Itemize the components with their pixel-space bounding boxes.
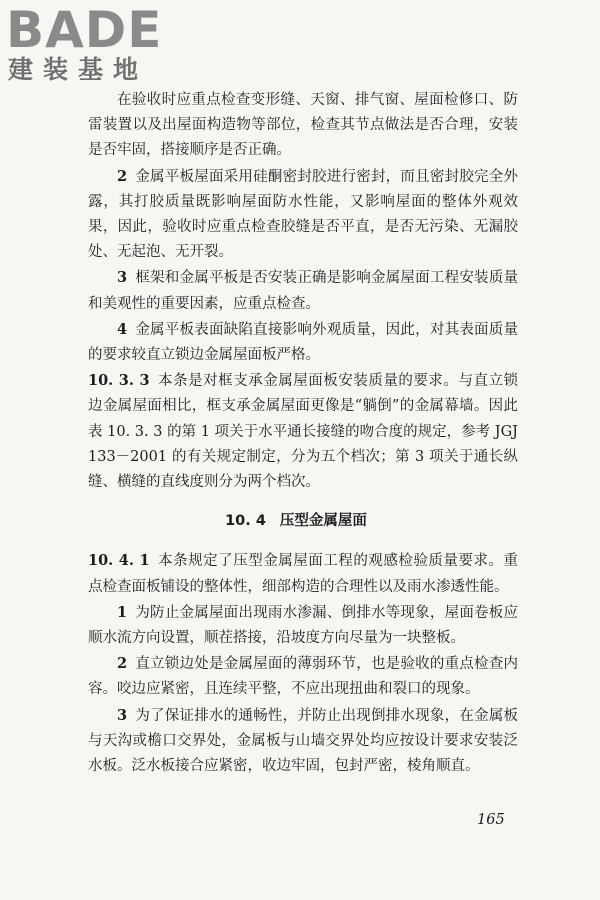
item-number: 3 xyxy=(117,706,128,724)
item-number: 2 xyxy=(117,167,128,185)
item-number: 2 xyxy=(117,655,128,673)
paragraph xyxy=(88,600,518,651)
paragraph xyxy=(88,703,518,780)
logo-wordmark: BADE xyxy=(6,1,163,59)
paragraph-text: 框架和金属平板是否安装正确是影响金属屋面工程安装质量和美观性的重要因素，应重点检查。 xyxy=(88,270,518,312)
clause-10-4-1 xyxy=(88,548,518,599)
item-number: 4 xyxy=(117,320,128,338)
paragraph-text: 金属平板表面缺陷直接影响外观质量，因此，对其表面质量的要求较直立锁边金属屋面板严格。 xyxy=(88,321,518,364)
page-number: 165 xyxy=(477,812,505,828)
section-title: 压型金属屋面 xyxy=(279,513,367,530)
clause-text: 本条是对框支承金属屋面板安装质量的要求。与直立锁边金属屋面相比，框支承金属屋面更像是“躺倒”的金属幕墙。因此表 10. 3. 3 的第 1 项关于水平通长接缝的吻合度的规定，参考 JGJ 133－2001 的有关规定制定，分为五个档次；第 3 项关于通长纵缝、横缝的直线度则分为两个档次。 xyxy=(88,373,518,491)
clause-text: 本条规定了压型金属屋面工程的观感检验质量要求。重点检查面板铺设的整体性，细部构造的合理性以及雨水渗透性能。 xyxy=(88,553,518,595)
item-number: 3 xyxy=(117,269,128,287)
clause-10-3-3 xyxy=(88,368,518,495)
paragraph xyxy=(88,265,518,316)
section-number: 10. 4 xyxy=(225,513,266,530)
paragraph-text: 为了保证排水的通畅性，并防止出现倒排水现象，在金属板与天沟或檐口交界处，金属板与山墙交界处均应按设计要求安装泛水板。泛水板接合应紧密，收边牢固，包封严密，棱角顺直。 xyxy=(88,707,518,775)
paragraph xyxy=(88,317,518,368)
paragraph-text: 金属平板屋面采用硅酮密封胶进行密封，而且密封胶完全外露，其打胶质量既影响屋面防水性能，又影响屋面的整体外观效果，因此，验收时应重点检查胶缝是否平直，是否无污染、无漏胶处、无起泡、无开裂。 xyxy=(88,168,518,261)
logo-subtitle: 建装基地 xyxy=(8,55,149,84)
section-heading xyxy=(88,509,518,534)
paragraph xyxy=(88,88,518,164)
clause-number: 10. 3. 3 xyxy=(88,372,150,390)
paragraph-text: 在验收时应重点检查变形缝、天窗、排气窗、屋面检修口、防雷装置以及出屋面构造物等部位，检查其节点做法是否合理，安装是否牢固，搭接顺序是否正确。 xyxy=(88,92,518,159)
paragraph-text: 为防止金属屋面出现雨水渗漏、倒排水等现象，屋面卷板应顺水流方向设置，顺茬搭接，沿坡度方向尽量为一块整板。 xyxy=(88,604,518,647)
paragraph xyxy=(88,164,518,266)
item-number: 1 xyxy=(117,603,128,621)
paragraph xyxy=(88,651,518,702)
logo xyxy=(6,1,181,86)
page-body xyxy=(88,88,518,779)
clause-number: 10. 4. 1 xyxy=(88,552,150,570)
paragraph-text: 直立锁边处是金属屋面的薄弱环节，也是验收的重点检查内容。咬边应紧密，且连续平整，不应出现扭曲和裂口的现象。 xyxy=(88,656,518,698)
